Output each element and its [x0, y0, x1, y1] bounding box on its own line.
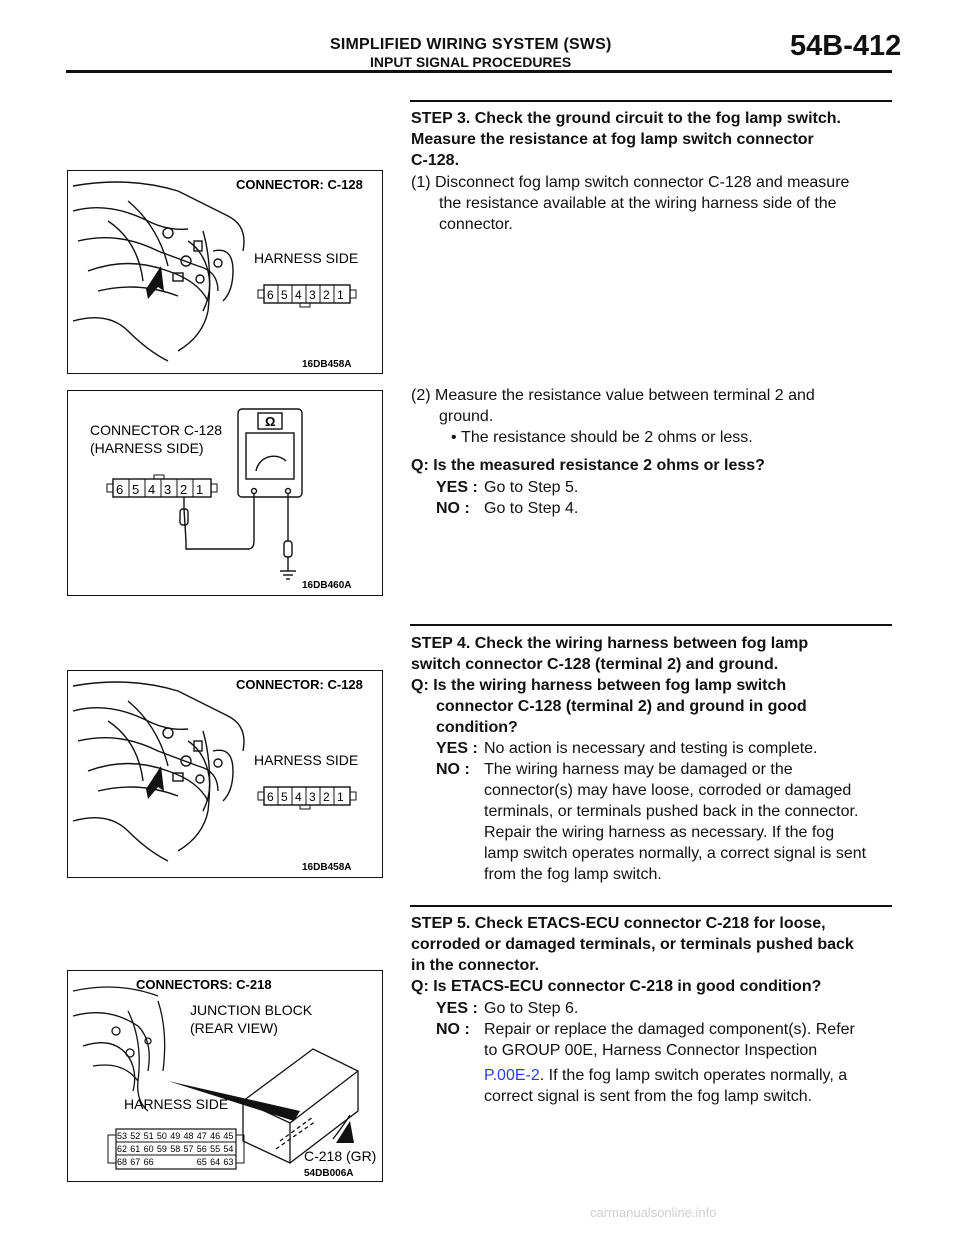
bullet-icon: •: [451, 429, 462, 446]
step3-yes-answer: YES : Go to Step 5.: [436, 479, 579, 496]
junction-block-label: JUNCTION BLOCK: [190, 1002, 313, 1018]
pin-label: 4: [148, 482, 156, 497]
pin-label: 45: [223, 1131, 234, 1141]
figure-resistance-measurement: [67, 390, 383, 596]
harness-side-label: HARNESS SIDE: [254, 752, 359, 768]
reference-link-p00e-2[interactable]: P.00E-2: [484, 1067, 540, 1084]
pin-label: 60: [143, 1144, 154, 1154]
figure-code: 16DB458A: [302, 862, 352, 873]
step5-yes-answer: YES : Go to Step 6.: [436, 1000, 579, 1017]
harness-side-label: HARNESS SIDE: [254, 250, 359, 266]
step5-no-answer: NO : Repair or replace the damaged component(s). Refer to GROUP 00E, Harness Connector Inspection P.00E-2. If the fog lamp switch operates normally, a correct signal is sent from the fog lamp switch.: [436, 1021, 855, 1105]
figure-connector-c218-location: [67, 970, 383, 1182]
pin-label: 2: [323, 288, 330, 302]
pin-label: 46: [210, 1131, 221, 1141]
section-title: SIMPLIFIED WIRING SYSTEM (SWS): [330, 36, 612, 53]
pin-label: 52: [130, 1131, 141, 1141]
figure-connector-c128-location: [67, 170, 383, 374]
pin-label: 56: [196, 1144, 207, 1154]
figure-code: 54DB006A: [304, 1168, 354, 1179]
step4-yes-answer: YES : No action is necessary and testing is complete.: [436, 740, 818, 757]
pin-label: 58: [170, 1144, 181, 1154]
pin-label: 65: [196, 1157, 207, 1167]
pin-label: 3: [309, 288, 316, 302]
pin-label: 6: [267, 790, 274, 804]
pin-label: 6: [116, 482, 124, 497]
pin-label: 57: [183, 1144, 194, 1154]
pin-label: 2: [323, 790, 330, 804]
step4-no-answer: NO : The wiring harness may be damaged or the connector(s) may have loose, corroded or damaged terminals, or terminals pushed back in the connector. Repair the wiring harness as necessary. If the fog lamp switch operates normally, a correct signal is sent from the fog lamp switch.: [436, 761, 867, 883]
pin-label: 6: [267, 288, 274, 302]
section-subtitle: INPUT SIGNAL PROCEDURES: [370, 54, 572, 70]
pin-label: 5: [281, 288, 288, 302]
connector-pin-block: [107, 475, 217, 497]
figure-code: 16DB460A: [302, 580, 352, 591]
ohm-icon: Ω: [265, 414, 276, 429]
step-divider: [410, 905, 892, 907]
pin-label: 63: [223, 1157, 234, 1167]
pin-label: 61: [130, 1144, 141, 1154]
connector-location-illustration: [68, 671, 382, 877]
rear-view-label: (REAR VIEW): [190, 1020, 278, 1036]
connector-tag: C-218 (GR): [304, 1148, 377, 1164]
pin-label: 4: [295, 790, 302, 804]
step3-no-answer: NO : Go to Step 4.: [436, 500, 579, 517]
pin-label: 4: [295, 288, 302, 302]
pin-label: 1: [337, 790, 344, 804]
pin-label: 1: [337, 288, 344, 302]
figure-connector-c128-location-2: [67, 670, 383, 878]
connector-label: CONNECTOR: C-128: [236, 677, 363, 692]
connector-location-illustration: [68, 171, 382, 373]
pin-label: 66: [143, 1157, 154, 1167]
junction-block-illustration: [68, 971, 382, 1181]
pin-label: 53: [117, 1131, 128, 1141]
pin-label: 3: [164, 482, 172, 497]
pin-label: 49: [170, 1131, 181, 1141]
pin-label: 54: [223, 1144, 234, 1154]
pin-label: 3: [309, 790, 316, 804]
step5-question: Q: Is ETACS-ECU connector C-218 in good condition?: [411, 978, 822, 995]
step3-question: Q: Is the measured resistance 2 ohms or less?: [411, 457, 765, 474]
step3-item-1: (1) Disconnect fog lamp switch connector C-128 and measure the resistance available at the wiring harness side of the connector.: [411, 174, 850, 233]
pin-label: 55: [210, 1144, 221, 1154]
step4-question: Q: Is the wiring harness between fog lamp switch connector C-128 (terminal 2) and ground in good condition?: [411, 677, 807, 736]
pin-label: 51: [143, 1131, 154, 1141]
pin-label: 67: [130, 1157, 141, 1167]
pin-label: 5: [281, 790, 288, 804]
pin-label: 5: [132, 482, 140, 497]
harness-side-label: HARNESS SIDE: [124, 1096, 229, 1112]
pin-label: 47: [196, 1131, 207, 1141]
step-divider: [410, 624, 892, 626]
pin-label: 50: [156, 1131, 167, 1141]
step-divider: [410, 100, 892, 102]
connector-c218-pin-block: [108, 1129, 244, 1169]
step3-item-2: (2) Measure the resistance value between terminal 2 and ground. • The resistance should be 2 ohms or less.: [411, 387, 815, 446]
pin-label: 1: [196, 482, 204, 497]
header-rule: [66, 70, 892, 73]
multimeter-illustration: [68, 391, 382, 595]
watermark: carmanualsonline.info: [590, 1205, 717, 1220]
harness-side-label: (HARNESS SIDE): [90, 440, 204, 456]
pin-label: 64: [210, 1157, 221, 1167]
connector-label: CONNECTORS: C-218: [136, 977, 272, 992]
figure-code: 16DB458A: [302, 359, 352, 370]
pin-label: 62: [117, 1144, 128, 1154]
step4-heading: STEP 4. Check the wiring harness between fog lamp switch connector C-128 (terminal 2) and ground.: [411, 635, 809, 673]
pin-label: 68: [117, 1157, 128, 1167]
pin-label: 59: [156, 1144, 167, 1154]
step3-heading: STEP 3. Check the ground circuit to the fog lamp switch. Measure the resistance at fog lamp switch connector C-128.: [411, 110, 841, 169]
connector-label: CONNECTOR: C-128: [236, 177, 363, 192]
step5-heading: STEP 5. Check ETACS-ECU connector C-218 for loose, corroded or damaged terminals, or terminals pushed back in the connector.: [411, 915, 854, 974]
connector-pin-block: [258, 787, 356, 809]
connector-pin-block: [258, 285, 356, 307]
connector-label: CONNECTOR C-128: [90, 422, 222, 438]
page-number: 54B-412: [790, 30, 902, 62]
pin-label: 48: [183, 1131, 194, 1141]
pin-label: 2: [180, 482, 188, 497]
